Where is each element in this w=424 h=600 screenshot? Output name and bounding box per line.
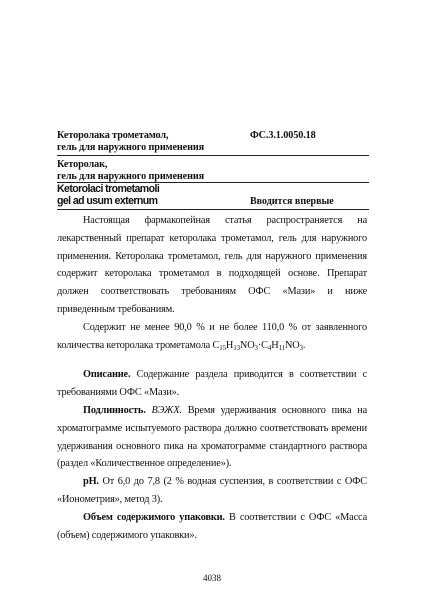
description-paragraph: Описание. Содержание раздела приводится в соответствии с требованиями ОФС «Мази». bbox=[57, 369, 367, 399]
latin-name bbox=[57, 184, 159, 207]
monograph-body bbox=[57, 212, 367, 544]
intro-paragraph: Настоящая фармакопейная статья распространяется на лекарственный препарат кеторолака трометамол, гель для наружного применения. Кеторолака трометамол, гель для наружного применения содержит кеторолака трометамол в подходящей основе. Препарат должен соответствовать требованиям ОФС «Мази» и ниже приведенным требованиям. bbox=[57, 215, 367, 315]
title-line-2: гель для наружного применения bbox=[57, 142, 205, 153]
title-line-1: Кеторолака трометамол, bbox=[57, 130, 169, 141]
header-divider-1 bbox=[57, 155, 369, 156]
short-name-line-1: Кеторолак, bbox=[57, 159, 108, 170]
introduction-note: Вводится впервые bbox=[250, 196, 334, 207]
volume-heading: Объем содержимого упаковки. bbox=[83, 511, 225, 523]
header-divider-3 bbox=[57, 209, 369, 210]
authenticity-paragraph: Подлинность. ВЭЖХ. Время удерживания основного пика на хроматограмме испытуемого раствора должно соответствовать времени удерживания основного пика на хроматограмме стандартного раствора (раздел «Количественное определение»). bbox=[57, 404, 368, 470]
latin-line-2: gel ad usum externum bbox=[57, 194, 158, 207]
monograph-title-ru bbox=[57, 130, 204, 154]
monograph-code: ФС.3.1.0050.18 bbox=[250, 130, 316, 141]
ph-heading: pH. bbox=[83, 476, 99, 488]
section-spacer bbox=[57, 354, 367, 366]
ph-paragraph: pH. От 6,0 до 7,8 (2 % водная суспензия, в соответствии с ОФС «Ионометрия», метод 3). bbox=[57, 476, 367, 505]
latin-line-1: Ketorolaci trometamoli bbox=[57, 183, 160, 195]
page-number: 4038 bbox=[203, 573, 221, 583]
monograph-short-name bbox=[57, 159, 204, 183]
authenticity-heading: Подлинность. bbox=[83, 404, 146, 416]
volume-paragraph: Объем содержимого упаковки. В соответствии с ОФС «Масса (объем) содержимого упаковки». bbox=[57, 511, 367, 541]
description-heading: Описание. bbox=[83, 369, 131, 381]
short-name-line-2: гель для наружного применения bbox=[57, 171, 205, 182]
content-paragraph: Содержит не менее 90,0 % и не более 110,0 % от заявленного количества кеторолака трометамола $C_{15}H_{13}NO_3\cdot C_4H_{11}NO_3$. bbox=[57, 321, 367, 352]
